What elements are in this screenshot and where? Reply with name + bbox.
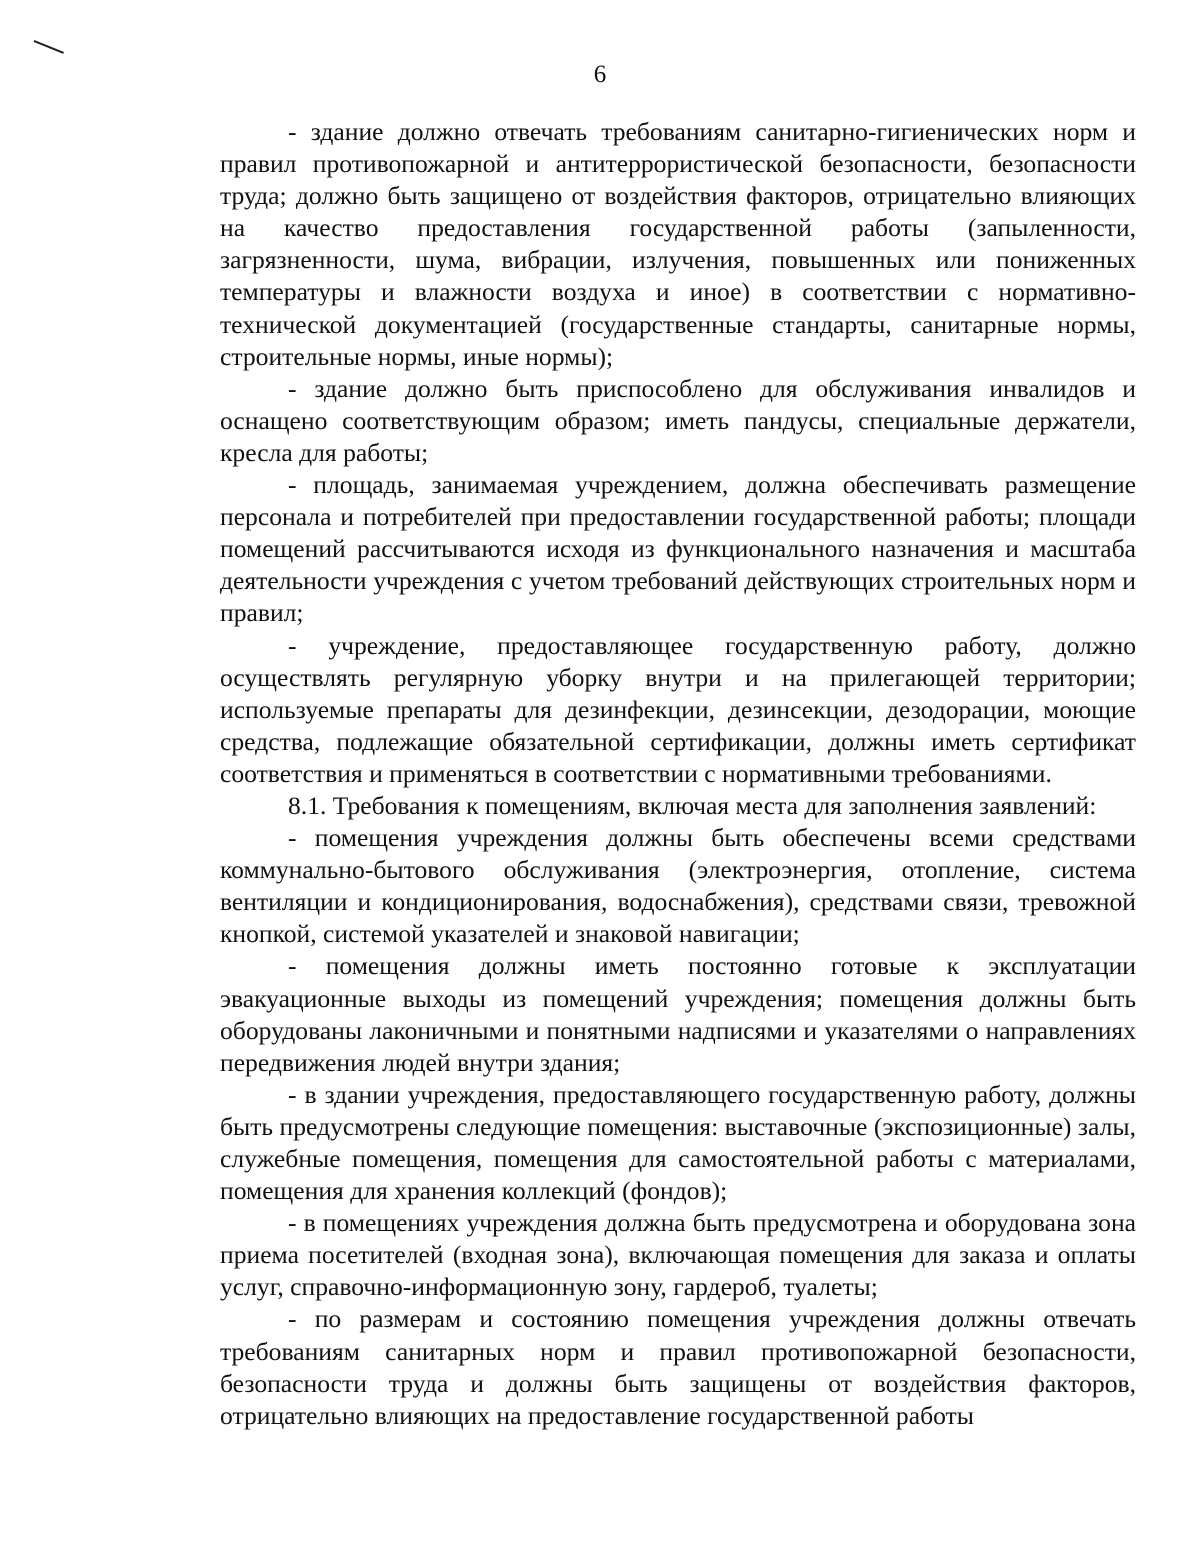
document-body: [220, 116, 1136, 1432]
paragraph-room-types: - в здании учреждения, предоставляющего государственную работу, должны быть предусмотрены следующие помещения: выставочные (экспозиционные) залы, служебные помещения, помещения для самостоятельной работы с материалами, помещения для хранения коллекций (фондов);: [220, 1079, 1136, 1206]
paragraph-room-size: - по размерам и состоянию помещения учреждения должны отвечать требованиям санитарных норм и правил противопожарной безопасности, безопасности труда и должны быть защищены от воздействия факторов, отрицательно влияющих на предоставление государственной работы: [220, 1304, 1136, 1430]
paragraph-accessibility: - здание должно быть приспособлено для обслуживания инвалидов и оснащено соответствующим образом; иметь пандусы, специальные держатели, кресла для работы;: [220, 373, 1136, 467]
scan-mark: [34, 40, 64, 53]
paragraph-cleaning: - учреждение, предоставляющее государственную работу, должно осуществлять регулярную уборку внутри и на прилегающей территории; используемые препараты для дезинфекции, дезинсекции, дезодорации, моющие средства, подлежащие обязательной сертификации, должны иметь сертификат соответствия и применяться в соответствии с нормативными требованиями.: [220, 630, 1136, 788]
paragraph-evacuation: - помещения должны иметь постоянно готовые к эксплуатации эвакуационные выходы из помещений учреждения; помещения должны быть оборудованы лаконичными и понятными надписями и указателями о направлениях передвижения людей внутри здания;: [220, 951, 1136, 1077]
paragraph-reception-zone: - в помещениях учреждения должна быть предусмотрена и оборудована зона приема посетителей (входная зона), включающая помещения для заказа и оплаты услуг, справочно-информационную зону, гардероб, туалеты;: [220, 1208, 1136, 1302]
paragraph-utilities: - помещения учреждения должны быть обеспечены всеми средствами коммунально-бытового обслуживания (электроэнергия, отопление, система вентиляции и кондиционирования, водоснабжения), средствами связи, тревожной кнопкой, системой указателей и знаковой навигации;: [220, 823, 1136, 949]
section-8-1-heading: 8.1. Требования к помещениям, включая места для заполнения заявлений:: [288, 790, 1097, 820]
page-number: 6: [593, 61, 607, 88]
paragraph-building-requirements: - здание должно отвечать требованиям санитарно-гигиенических норм и правил противопожарной и антитеррористической безопасности, безопасности труда; должно быть защищено от воздействия факторов, отрицательно влияющих на качество предоставления государственной работы (запыленности, загрязненности, шума, вибрации, излучения, повышенных или пониженных температуры и влажности воздуха и иное) в соответствии с нормативно-технической документацией (государственные стандарты, санитарные нормы, строительные нормы, иные нормы);: [220, 117, 1136, 371]
paragraph-floor-area: - площадь, занимаемая учреждением, должна обеспечивать размещение персонала и потребителей при предоставлении государственной работы; площади помещений рассчитываются исходя из функционального назначения и масштаба деятельности учреждения с учетом требований действующих строительных норм и правил;: [220, 470, 1136, 628]
